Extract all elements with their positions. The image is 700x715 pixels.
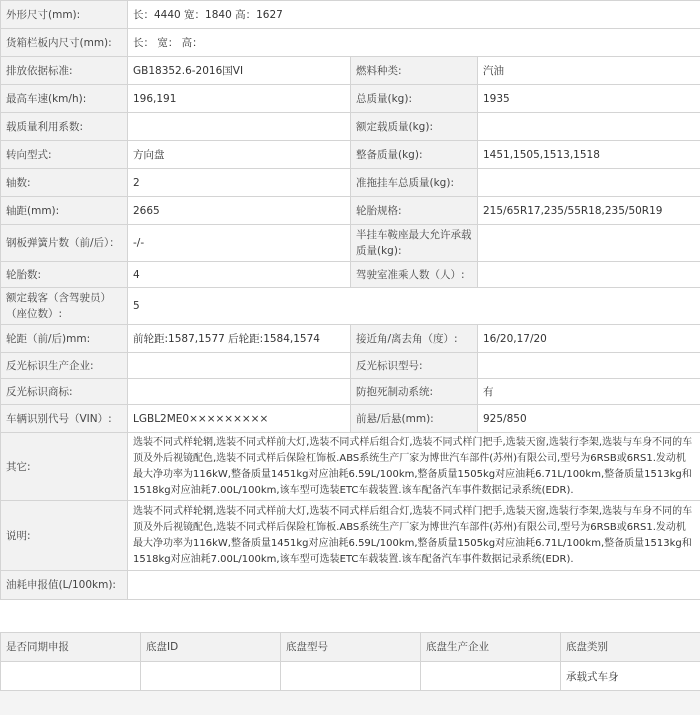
field-value: 2	[128, 169, 351, 197]
field-label: 轮胎数:	[1, 262, 128, 288]
field-value: 16/20,17/20	[478, 325, 700, 353]
spec-row	[1, 113, 700, 141]
spec-row	[1, 169, 700, 197]
field-label: 轴数:	[1, 169, 128, 197]
chassis-header-model: 底盘型号	[281, 633, 421, 662]
spec-row	[1, 29, 700, 57]
field-value: 前轮距:1587,1577 后轮距:1584,1574	[128, 325, 351, 353]
chassis-header-concurrent: 是否同期申报	[1, 633, 141, 662]
chassis-cell-model	[281, 662, 421, 692]
spec-row	[1, 1, 700, 29]
field-label: 反光标识商标:	[1, 379, 128, 405]
field-label: 防抱死制动系统:	[351, 379, 478, 405]
chassis-cell-category: 承载式车身	[561, 662, 700, 692]
field-value	[478, 113, 700, 141]
spec-row	[1, 85, 700, 113]
chassis-table	[0, 632, 700, 692]
field-label: 准拖挂车总质量(kg):	[351, 169, 478, 197]
other-label: 其它:	[1, 433, 128, 501]
field-label: 外形尺寸(mm):	[1, 1, 128, 29]
chassis-header-category: 底盘类别	[561, 633, 700, 662]
field-label: 车辆识别代号（VIN）:	[1, 405, 128, 433]
chassis-header-row	[1, 633, 700, 662]
field-value	[478, 169, 700, 197]
field-label: 最高车速(km/h):	[1, 85, 128, 113]
field-value: 5	[128, 288, 700, 325]
chassis-data-row	[1, 662, 700, 692]
field-value: 有	[478, 379, 700, 405]
field-value: 1451,1505,1513,1518	[478, 141, 700, 169]
field-value	[478, 225, 700, 262]
field-label: 轮距（前/后)mm:	[1, 325, 128, 353]
field-label: 反光标识生产企业:	[1, 353, 128, 379]
field-value: 方向盘	[128, 141, 351, 169]
chassis-cell-id	[141, 662, 281, 692]
field-label: 总质量(kg):	[351, 85, 478, 113]
spec-row	[1, 325, 700, 353]
chassis-cell-concurrent	[1, 662, 141, 692]
field-label: 额定载客（含驾驶员）（座位数）:	[1, 288, 128, 325]
field-label: 接近角/离去角（度）:	[351, 325, 478, 353]
field-label: 轮胎规格:	[351, 197, 478, 225]
field-value: GB18352.6-2016国VI	[128, 57, 351, 85]
spec-row	[1, 57, 700, 85]
chassis-cell-manufacturer	[421, 662, 561, 692]
field-label: 反光标识型号:	[351, 353, 478, 379]
field-label: 燃料种类:	[351, 57, 478, 85]
field-label: 前悬/后悬(mm):	[351, 405, 478, 433]
spec-row	[1, 353, 700, 379]
field-value: 196,191	[128, 85, 351, 113]
spec-row	[1, 197, 700, 225]
field-value: 4	[128, 262, 351, 288]
field-value	[478, 353, 700, 379]
field-value: 汽油	[478, 57, 700, 85]
field-label: 驾驶室准乘人数（人）:	[351, 262, 478, 288]
field-value: 2665	[128, 197, 351, 225]
fuel-consumption-label: 油耗申报值(L/100km):	[1, 571, 128, 600]
field-value: 215/65R17,235/55R18,235/50R19	[478, 197, 700, 225]
field-value: LGBL2ME0×××××××××	[128, 405, 351, 433]
other-row	[1, 433, 700, 501]
field-label: 货箱栏板内尺寸(mm):	[1, 29, 128, 57]
field-label: 载质量利用系数:	[1, 113, 128, 141]
spec-row	[1, 405, 700, 433]
field-label: 额定载质量(kg):	[351, 113, 478, 141]
field-value	[478, 262, 700, 288]
field-value	[128, 353, 351, 379]
field-value: 长：4440 宽：1840 高：1627	[128, 1, 700, 29]
section-gap	[0, 611, 700, 633]
field-value: 925/850	[478, 405, 700, 433]
field-label: 转向型式:	[1, 141, 128, 169]
spec-row	[1, 288, 700, 325]
page-bottom-strip	[0, 690, 700, 715]
spec-row	[1, 141, 700, 169]
spec-row	[1, 379, 700, 405]
field-label: 轴距(mm):	[1, 197, 128, 225]
field-label: 排放依据标准:	[1, 57, 128, 85]
note-row	[1, 501, 700, 571]
field-value: -/-	[128, 225, 351, 262]
fuel-consumption-value	[128, 571, 700, 600]
field-value	[128, 379, 351, 405]
note-text: 选装不同式样轮辋,选装不同式样前大灯,选装不同式样后组合灯,选装不同式样门把手,选装天窗,选装行李架,选装与车身不同的车顶及外后视镜配色,选装不同式样后保险杠饰板.ABS系统生产厂家为博世汽车部件(苏州)有限公司,型号为6RSB或6RS1.发动机最大净功率为116kW,整备质量1451kg对应油耗6.59L/100km,整备质量1505kg对应油耗6.71L/100km,整备质量1513kg和1518kg对应油耗7.00L/100km,该车型可选装ETC车载装置.该车配备汽车事件数据记录系统(EDR).	[128, 501, 700, 571]
fuel-consumption-row	[1, 571, 700, 600]
field-value: 长： 宽： 高：	[128, 29, 700, 57]
note-label: 说明:	[1, 501, 128, 571]
field-value: 1935	[478, 85, 700, 113]
chassis-header-manufacturer: 底盘生产企业	[421, 633, 561, 662]
field-label: 整备质量(kg):	[351, 141, 478, 169]
chassis-header-id: 底盘ID	[141, 633, 281, 662]
field-label: 钢板弹簧片数（前/后）：	[1, 225, 128, 262]
field-value	[128, 113, 351, 141]
field-label: 半挂车鞍座最大允许承载质量(kg):	[351, 225, 478, 262]
spec-row	[1, 225, 700, 262]
spec-row	[1, 262, 700, 288]
other-text: 选装不同式样轮辋,选装不同式样前大灯,选装不同式样后组合灯,选装不同式样门把手,选装天窗,选装行李架,选装与车身不同的车顶及外后视镜配色,选装不同式样后保险杠饰板.ABS系统生产厂家为博世汽车部件(苏州)有限公司,型号为6RSB或6RS1.发动机最大净功率为116kW,整备质量1451kg对应油耗6.59L/100km,整备质量1505kg对应油耗6.71L/100km,整备质量1513kg和1518kg对应油耗7.00L/100km,该车型可选装ETC车载装置.该车配备汽车事件数据记录系统(EDR).	[128, 433, 700, 501]
